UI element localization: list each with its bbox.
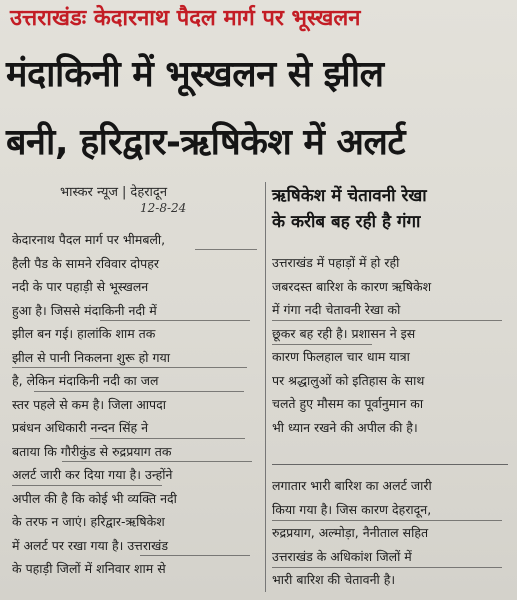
sub-headline [272,183,512,235]
pen-underline [12,485,162,486]
byline-agency: भास्कर न्यूज [60,185,119,200]
left-line: हुआ है। जिससे मंदाकिनी नदी में [12,302,157,318]
main-headline-line-1: मंदाकिनी में भूस्खलन से झील [6,54,384,95]
pen-underline [272,344,372,345]
right-line: उत्तराखंड के अधिकांश जिलों में [272,548,412,564]
pen-underline [100,320,250,321]
handwritten-date: 12-8-24 [140,201,187,215]
left-line: में अलर्ट पर रखा गया है। उत्तराखंड [12,537,169,553]
left-line: अपील की है कि कोई भी व्यक्ति नदी [12,490,177,506]
sub-headline-line-1: ऋषिकेश में चेतावनी रेखा [272,186,427,206]
left-line: बताया कि गौरीकुंड से रुद्रप्रयाग तक [12,443,172,459]
pen-underline [272,520,502,521]
left-line: अलर्ट जारी कर दिया गया है। उन्होंने [12,467,173,482]
left-line: के पहाड़ी जिलों में शनिवार शाम से [12,561,166,576]
left-line: है, लेकिन मंदाकिनी नदी का जल [12,373,159,388]
pen-underline [272,567,502,568]
right-line: चलते हुए मौसम का पूर्वानुमान का [272,396,424,411]
right-column-lower [272,474,508,592]
left-line: हैली पैड के सामने रविवार दोपहर [12,255,160,271]
pen-underline [12,367,247,368]
left-line: के तरफ न जाएं। हरिद्वार-ऋषिकेश [12,514,165,529]
byline-location: देहरादून [130,185,168,200]
right-line: पर श्रद्धालुओं को इतिहास के साथ [272,372,425,388]
right-line: जबरदस्त बारिश के कारण ऋषिकेश [272,278,432,294]
right-line: छूकर बह रही है। प्रशासन ने इस [272,325,416,341]
right-line: उत्तराखंड में पहाड़ों में हो रही [272,255,400,270]
right-line: लगातार भारी बारिश का अलर्ट जारी [272,478,432,493]
right-line: भी ध्यान रखने की अपील की है। [272,419,418,435]
pen-underline [195,249,257,250]
right-column-upper [272,251,508,439]
right-line: में गंगा नदी चेतावनी रेखा को [272,302,401,317]
left-line: प्रबंधन अधिकारी नन्दन सिंह ने [12,420,149,435]
right-line: भारी बारिश की चेतावनी है। [272,572,396,587]
left-line: झील से पानी निकलना शुरू हो गया [12,349,171,365]
sub-headline-line-2: के करीब बह रही है गंगा [272,212,421,232]
pen-underline [140,555,250,556]
section-rule [272,464,508,465]
left-line: झील बन गई। हालांकि शाम तक [12,326,156,341]
byline [60,182,167,200]
left-line: केदारनाथ पैदल मार्ग पर भीमबली, [12,232,166,247]
right-line: किया गया है। जिस कारण देहरादून, [272,501,432,517]
right-line: रुद्रप्रयाग, अल्मोड़ा, नैनीताल सहित [272,525,429,540]
byline-separator: | [122,185,127,200]
main-headline-line-2: बनी, हरिद्वार-ऋषिकेश में अलर्ट [6,122,406,163]
right-line: कारण फिलहाल चार धाम यात्रा [272,349,410,364]
left-line: नदी के पार पहाड़ी से भूस्खलन [12,279,149,294]
pen-underline [62,461,252,462]
column-divider [265,182,266,592]
pen-underline [34,391,244,392]
kicker-headline: उत्तराखंडः केदारनाथ पैदल मार्ग पर भूस्खलन [10,6,361,31]
pen-underline [90,438,245,439]
pen-underline [272,320,502,321]
left-column [12,228,262,581]
left-line: स्तर पहले से कम है। जिला आपदा [12,396,167,412]
